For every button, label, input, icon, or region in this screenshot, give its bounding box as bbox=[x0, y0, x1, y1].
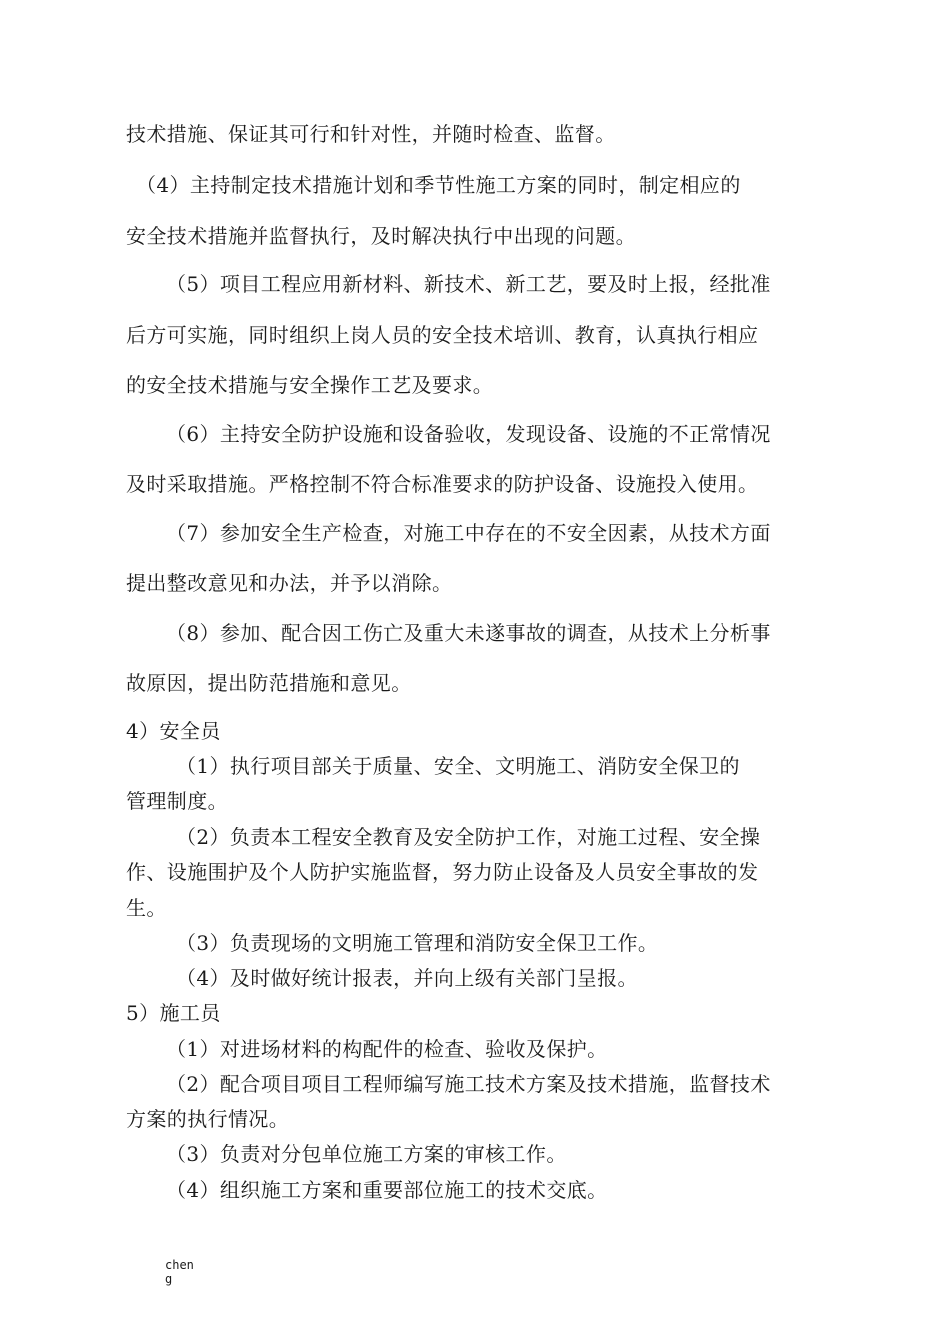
text-line-19: （3）负责现场的文明施工管理和消防安全保卫工作。 bbox=[176, 931, 659, 955]
section-heading-construction-officer: 5）施工员 bbox=[126, 1001, 221, 1025]
section-heading-safety-officer: 4）安全员 bbox=[126, 719, 221, 743]
text-line-16: （2）负责本工程安全教育及安全防护工作，对施工过程、安全操 bbox=[176, 825, 761, 849]
text-line-3: 安全技术措施并监督执行，及时解决执行中出现的问题。 bbox=[126, 224, 636, 248]
text-line-14: （1）执行项目部关于质量、安全、文明施工、消防安全保卫的 bbox=[176, 754, 740, 778]
text-line-18: 生。 bbox=[126, 896, 167, 920]
text-line-9: （7）参加安全生产检查，对施工中存在的不安全因素，从技术方面 bbox=[166, 521, 771, 545]
text-line-1: 技术措施、保证其可行和针对性，并随时检查、监督。 bbox=[126, 122, 616, 146]
text-line-8: 及时采取措施。严格控制不符合标准要求的防护设备、设施投入使用。 bbox=[126, 472, 759, 496]
text-line-7: （6）主持安全防护设施和设备验收，发现设备、设施的不正常情况 bbox=[166, 422, 771, 446]
footer-text: cheng bbox=[165, 1258, 194, 1286]
text-line-24: 方案的执行情况。 bbox=[126, 1107, 290, 1131]
text-line-17: 作、设施围护及个人防护实施监督，努力防止设备及人员安全事故的发 bbox=[126, 860, 759, 884]
text-line-25: （3）负责对分包单位施工方案的审核工作。 bbox=[166, 1142, 567, 1166]
text-line-15: 管理制度。 bbox=[126, 789, 228, 813]
text-line-11: （8）参加、配合因工伤亡及重大未遂事故的调查，从技术上分析事 bbox=[166, 621, 771, 645]
text-line-4: （5）项目工程应用新材料、新技术、新工艺，要及时上报，经批准 bbox=[166, 272, 771, 296]
text-line-12: 故原因，提出防范措施和意见。 bbox=[126, 671, 412, 695]
text-line-20: （4）及时做好统计报表，并向上级有关部门呈报。 bbox=[176, 966, 638, 990]
text-line-6: 的安全技术措施与安全操作工艺及要求。 bbox=[126, 373, 494, 397]
text-line-22: （1）对进场材料的构配件的检查、验收及保护。 bbox=[166, 1037, 608, 1061]
text-line-23: （2）配合项目项目工程师编写施工技术方案及技术措施，监督技术 bbox=[166, 1072, 771, 1096]
text-line-26: （4）组织施工方案和重要部位施工的技术交底。 bbox=[166, 1178, 608, 1202]
text-line-10: 提出整改意见和办法，并予以消除。 bbox=[126, 571, 453, 595]
text-line-2: （4）主持制定技术措施计划和季节性施工方案的同时，制定相应的 bbox=[136, 173, 741, 197]
text-line-5: 后方可实施，同时组织上岗人员的安全技术培训、教育，认真执行相应 bbox=[126, 323, 759, 347]
